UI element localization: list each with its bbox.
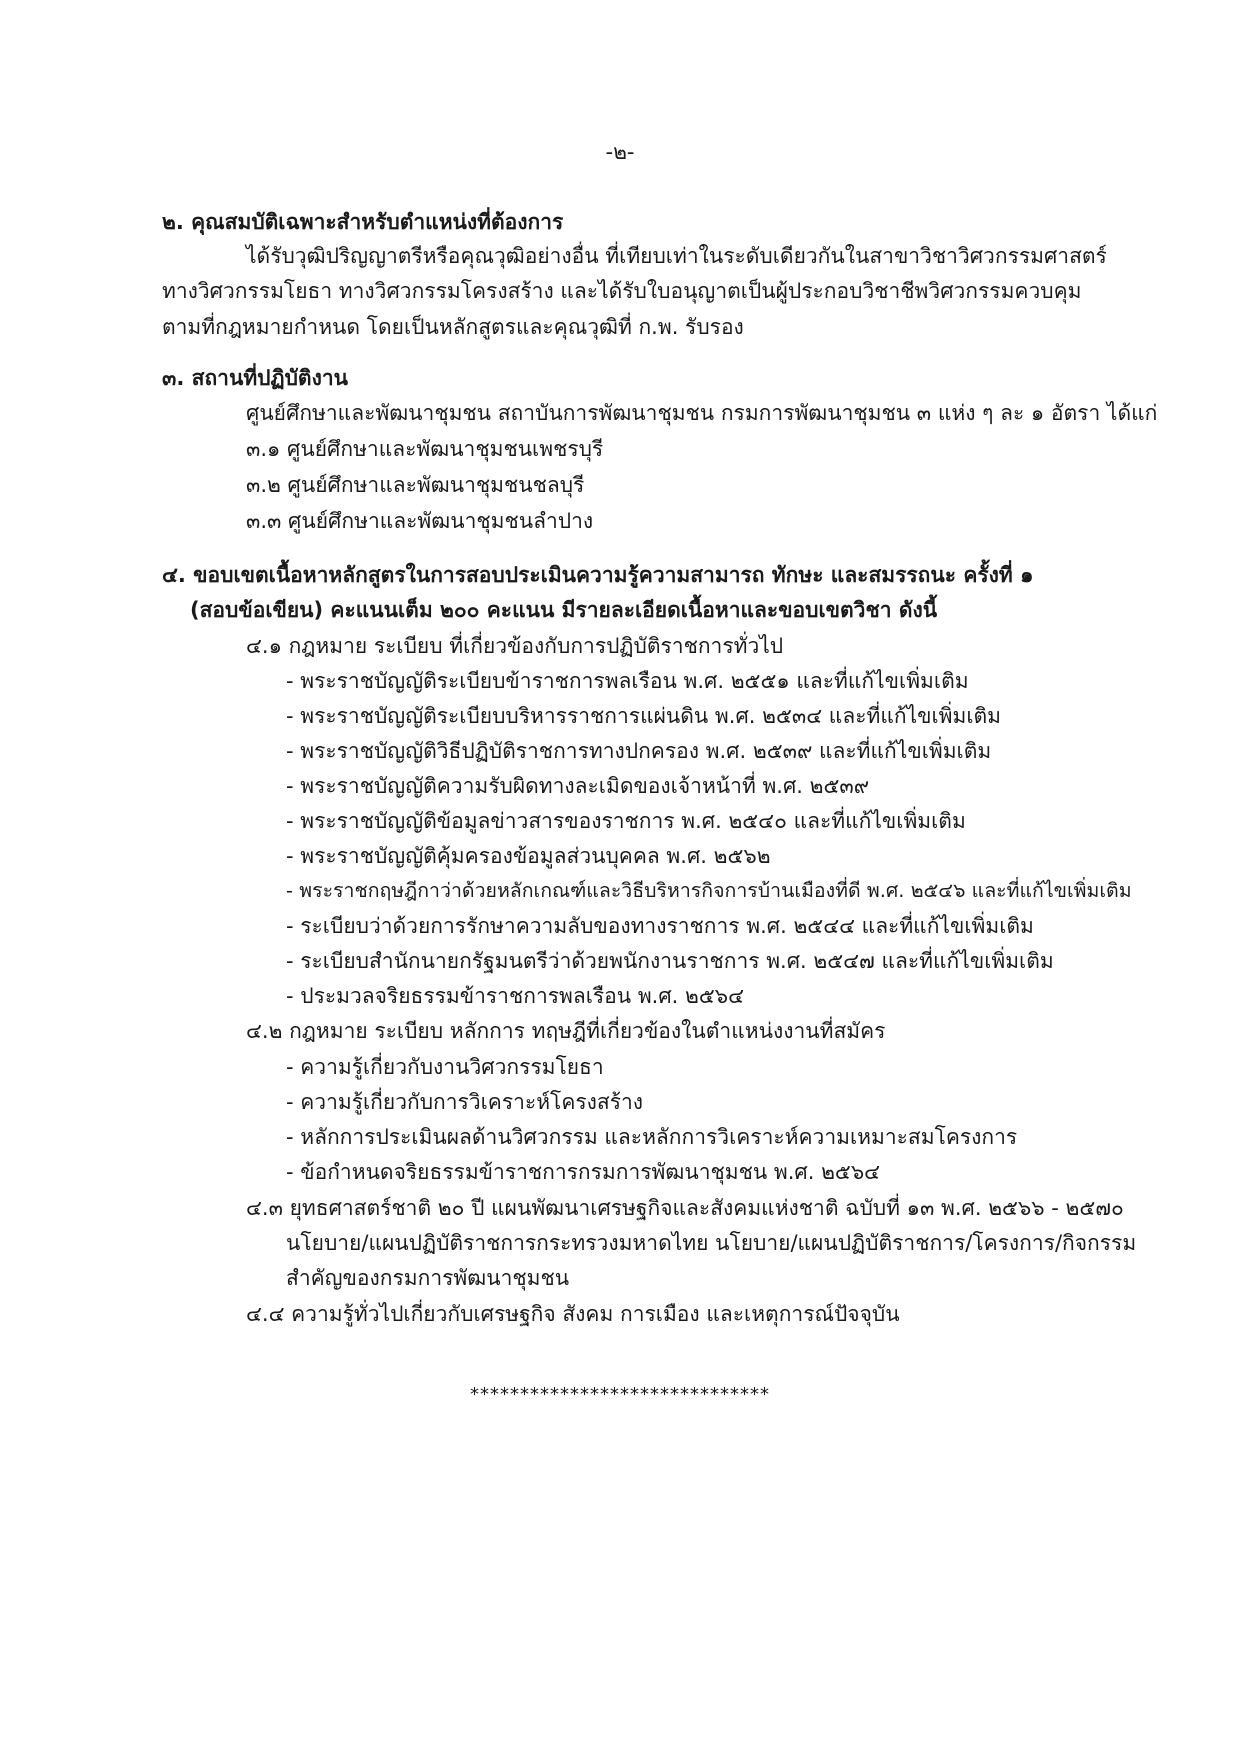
law-list-item: - ระเบียบสำนักนายกรัฐมนตรีว่าด้วยพนักงานราชการ พ.ศ. ๒๕๔๗ และที่แก้ไขเพิ่มเติม	[286, 949, 1054, 973]
section-2-line: ได้รับวุฒิปริญญาตรีหรือคุณวุฒิอย่างอื่น ที่เทียบเท่าในระดับเดียวกันในสาขาวิชาวิศวกรรมศาสตร์	[246, 244, 1107, 268]
subsection-4-2-title: ๔.๒ กฎหมาย ระเบียบ หลักการ ทฤษฎีที่เกี่ยวข้องในตำแหน่งงานที่สมัคร	[246, 1019, 886, 1043]
law-list-item: - พระราชบัญญัติระเบียบข้าราชการพลเรือน พ.ศ. ๒๕๕๑ และที่แก้ไขเพิ่มเติม	[286, 669, 969, 693]
section-3-intro: ศูนย์ศึกษาและพัฒนาชุมชน สถาบันการพัฒนาชุมชน กรมการพัฒนาชุมชน ๓ แห่ง ๆ ละ ๑ อัตรา ได้แก่	[246, 401, 1158, 425]
law-list-item: - ระเบียบว่าด้วยการรักษาความลับของทางราชการ พ.ศ. ๒๕๔๔ และที่แก้ไขเพิ่มเติม	[286, 914, 1034, 938]
subsection-4-3-line: สำคัญของกรมการพัฒนาชุมชน	[286, 1266, 570, 1290]
topic-list-item: - หลักการประเมินผลด้านวิศวกรรม และหลักการวิเคราะห์ความเหมาะสมโครงการ	[286, 1125, 1018, 1149]
section-4-heading-cont: (สอบข้อเขียน) คะแนนเต็ม ๒๐๐ คะแนน มีรายละเอียดเนื้อหาและขอบเขตวิชา ดังนี้	[190, 598, 938, 622]
section-4-heading: ๔. ขอบเขตเนื้อหาหลักสูตรในการสอบประเมินความรู้ความสามารถ ทักษะ และสมรรถนะ ครั้งที่ ๑	[162, 563, 1034, 587]
topic-list-item: - ความรู้เกี่ยวกับงานวิศวกรรมโยธา	[286, 1055, 604, 1079]
subsection-4-3-line: นโยบาย/แผนปฏิบัติราชการกระทรวงมหาดไทย นโยบาย/แผนปฏิบัติราชการ/โครงการ/กิจกรรม	[286, 1231, 1137, 1255]
law-list-item: - พระราชกฤษฎีกาว่าด้วยหลักเกณฑ์และวิธีบริหารกิจการบ้านเมืองที่ดี พ.ศ. ๒๕๔๖ และที่แก้ไขเพิ่มเติม	[286, 879, 1132, 902]
topic-list-item: - ข้อกำหนดจริยธรรมข้าราชการกรมการพัฒนาชุมชน พ.ศ. ๒๕๖๔	[286, 1160, 881, 1184]
section-2-heading: ๒. คุณสมบัติเฉพาะสำหรับตำแหน่งที่ต้องการ	[162, 210, 564, 234]
section-2-line: ตามที่กฎหมายกำหนด โดยเป็นหลักสูตรและคุณวุฒิที่ ก.พ. รับรอง	[162, 315, 744, 339]
topic-list-item: - ความรู้เกี่ยวกับการวิเคราะห์โครงสร้าง	[286, 1090, 644, 1114]
law-list-item: - พระราชบัญญัติวิธีปฏิบัติราชการทางปกครอง พ.ศ. ๒๕๓๙ และที่แก้ไขเพิ่มเติม	[286, 739, 992, 763]
subsection-4-4-title: ๔.๔ ความรู้ทั่วไปเกี่ยวกับเศรษฐกิจ สังคม การเมือง และเหตุการณ์ปัจจุบัน	[246, 1302, 900, 1326]
law-list-item: - พระราชบัญญัติระเบียบบริหารราชการแผ่นดิน พ.ศ. ๒๕๓๔ และที่แก้ไขเพิ่มเติม	[286, 704, 1002, 728]
law-list-item: - พระราชบัญญัติข้อมูลข่าวสารของราชการ พ.ศ. ๒๕๔๐ และที่แก้ไขเพิ่มเติม	[286, 809, 966, 833]
section-3-item: ๓.๑ ศูนย์ศึกษาและพัฒนาชุมชนเพชรบุรี	[246, 437, 604, 461]
law-list-item: - พระราชบัญญัติคุ้มครองข้อมูลส่วนบุคคล พ.ศ. ๒๕๖๒	[286, 844, 771, 868]
subsection-4-3-title: ๔.๓ ยุทธศาสตร์ชาติ ๒๐ ปี แผนพัฒนาเศรษฐกิจและสังคมแห่งชาติ ฉบับที่ ๑๓ พ.ศ. ๒๕๖๖ - ๒๕๗๐	[246, 1196, 1124, 1220]
section-3-heading: ๓. สถานที่ปฏิบัติงาน	[162, 366, 348, 390]
page-number: -๒-	[605, 140, 635, 164]
section-3-item: ๓.๒ ศูนย์ศึกษาและพัฒนาชุมชนชลบุรี	[246, 473, 585, 497]
law-list-item: - ประมวลจริยธรรมข้าราชการพลเรือน พ.ศ. ๒๕๖๔	[286, 984, 744, 1008]
subsection-4-1-title: ๔.๑ กฎหมาย ระเบียบ ที่เกี่ยวข้องกับการปฏิบัติราชการทั่วไป	[246, 634, 784, 658]
section-3-item: ๓.๓ ศูนย์ศึกษาและพัฒนาชุมชนลำปาง	[246, 509, 594, 533]
end-of-document-marker: ******************************	[470, 1384, 770, 1405]
law-list-item: - พระราชบัญญัติความรับผิดทางละเมิดของเจ้าหน้าที่ พ.ศ. ๒๕๓๙	[286, 774, 870, 798]
section-2-line: ทางวิศวกรรมโยธา ทางวิศวกรรมโครงสร้าง และได้รับใบอนุญาตเป็นผู้ประกอบวิชาชีพวิศวกรรมควบคุม	[162, 279, 1082, 303]
